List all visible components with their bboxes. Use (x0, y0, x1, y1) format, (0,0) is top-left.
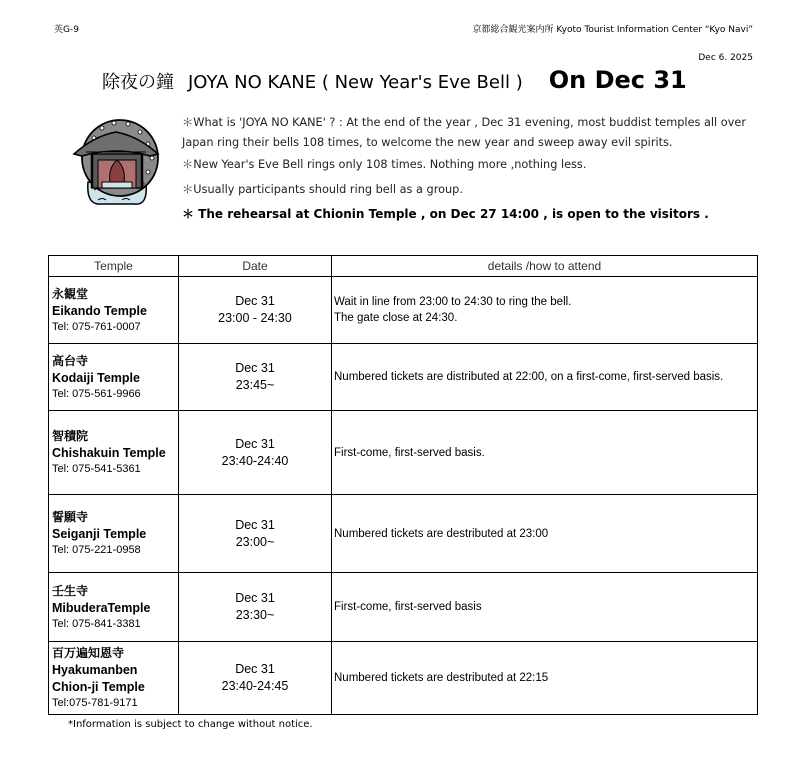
date-cell (179, 277, 332, 344)
date-time: 23:30~ (235, 608, 275, 622)
date-time: 23:00~ (235, 534, 275, 549)
note-definition: ＊What is 'JOYA NO KANE' ? : At the end of the year , Dec 31 evening, most buddist temples all over (182, 116, 746, 129)
temple-name-en: Seiganji Temple (52, 527, 147, 541)
date-time: 23:45~ (235, 378, 275, 392)
details-cell (332, 411, 758, 495)
date-time: 23:40-24:40 (221, 453, 289, 468)
header-details: details /how to attend (332, 256, 758, 277)
table-row (49, 344, 758, 411)
date-time: 23:00 - 24:30 (218, 311, 292, 325)
temple-name-ja: 高台寺 (52, 353, 89, 368)
date-day: Dec 31 (235, 361, 275, 375)
notes-block (182, 113, 746, 224)
temple-name-en-2: Chion-ji Temple (52, 680, 145, 694)
note-rehearsal: ＊ The rehearsal at Chionin Temple , on Dec 27 14:00 , is open to the visitors . (182, 207, 709, 221)
footnote: *Information is subject to change without notice. (68, 719, 313, 730)
table-row (49, 642, 758, 715)
temple-name-en: Chishakuin Temple (52, 446, 166, 460)
document-code: 英G-9 (54, 25, 79, 35)
temple-name-ja: 百万遍知恩寺 (52, 646, 125, 660)
temple-cell (49, 573, 179, 642)
document-date: Dec 6. 2025 (698, 53, 753, 63)
temple-cell (49, 642, 179, 715)
temple-name-en: Eikando Temple (52, 303, 147, 318)
temple-tel: Tel: 075-221-0958 (52, 544, 141, 556)
note-108-times: ＊New Year's Eve Bell rings only 108 times. Nothing more ,nothing less. (182, 158, 587, 171)
schedule-table (48, 255, 758, 715)
details-cell (332, 277, 758, 344)
title-english: JOYA NO KANE ( New Year's Eve Bell ) (188, 72, 523, 93)
temple-name-ja: 誓願寺 (52, 510, 89, 524)
table-row (49, 411, 758, 495)
temple-cell (49, 344, 179, 411)
organization-name: 京都総合観光案内所 Kyoto Tourist Information Center “Kyo Navi” (472, 25, 753, 35)
header-temple: Temple (49, 256, 179, 277)
title-japanese: 除夜の鐘 (102, 72, 174, 93)
temple-cell (49, 411, 179, 495)
table-header-row (49, 256, 758, 277)
date-time: 23:40-24:45 (221, 679, 289, 693)
header-date: Date (179, 256, 332, 277)
event-date: On Dec 31 (548, 66, 687, 94)
temple-name-en: Kodaiji Temple (52, 370, 140, 385)
temple-name-ja: 壬生寺 (52, 583, 89, 598)
temple-bell-icon (72, 112, 162, 206)
note-group: ＊Usually participants should ring bell as a group. (182, 183, 463, 196)
details-line: First-come, first-served basis (334, 601, 482, 613)
temple-tel: Tel: 075-841-3381 (52, 617, 141, 630)
date-day: Dec 31 (235, 294, 275, 308)
details-cell (332, 642, 758, 715)
table-row (49, 277, 758, 344)
details-cell (332, 495, 758, 573)
date-cell (179, 344, 332, 411)
date-day: Dec 31 (235, 436, 275, 451)
temple-name-ja: 永観堂 (52, 286, 89, 301)
temple-tel: Tel: 075-541-5361 (52, 463, 141, 475)
details-cell (332, 344, 758, 411)
page-title (102, 66, 687, 100)
details-line: Numbered tickets are destributed at 22:15 (334, 672, 549, 684)
details-line: Numbered tickets are distributed at 22:00, on a first-come, first-served basis. (334, 371, 724, 383)
temple-cell (49, 277, 179, 344)
date-day: Dec 31 (235, 591, 275, 605)
temple-name-en: Hyakumanben (52, 663, 138, 677)
details-line: Wait in line from 23:00 to 24:30 to ring the bell. (334, 296, 572, 308)
date-cell (179, 411, 332, 495)
details-line: The gate close at 24:30. (334, 312, 458, 324)
note-definition-cont: Japan ring their bells 108 times, to welcome the new year and sweep away evil spirits. (182, 136, 673, 149)
temple-name-en: MibuderaTemple (52, 600, 151, 615)
temple-tel: Tel: 075-561-9966 (52, 387, 141, 400)
details-cell (332, 573, 758, 642)
date-cell (179, 495, 332, 573)
table-row (49, 573, 758, 642)
temple-cell (49, 495, 179, 573)
temple-tel: Tel:075-781-9171 (52, 697, 138, 709)
date-day: Dec 31 (235, 517, 275, 532)
details-line: First-come, first-served basis. (334, 446, 485, 459)
date-day: Dec 31 (235, 662, 275, 676)
date-cell (179, 573, 332, 642)
date-cell (179, 642, 332, 715)
temple-tel: Tel: 075-761-0007 (52, 320, 141, 333)
details-line: Numbered tickets are destributed at 23:00 (334, 527, 549, 540)
table-row (49, 495, 758, 573)
temple-name-ja: 智積院 (52, 429, 89, 443)
